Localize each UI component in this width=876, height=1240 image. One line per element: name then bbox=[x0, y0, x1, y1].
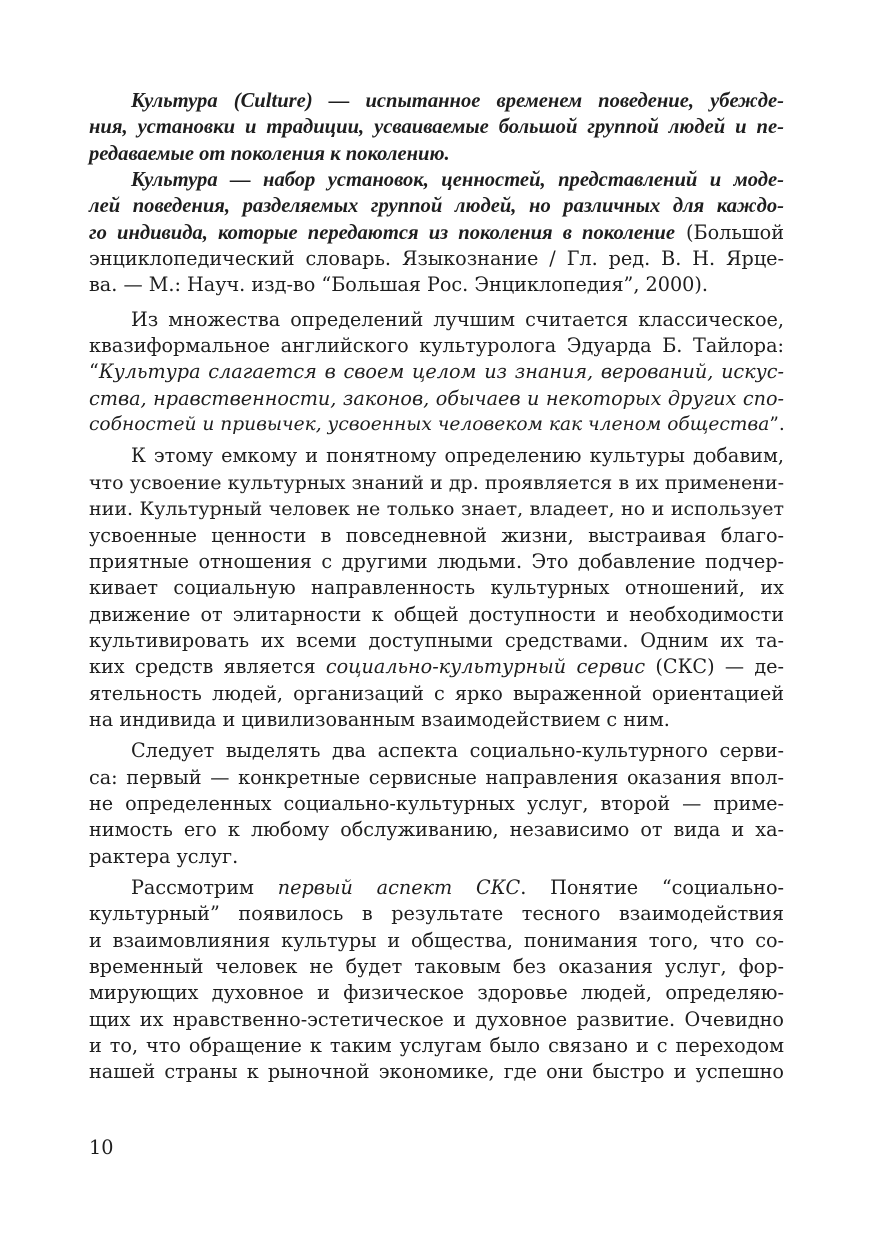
spacer bbox=[89, 299, 784, 307]
text-line: квазиформальное английского культуролога Эдуарда Б. Тайлора: bbox=[89, 334, 784, 358]
quote-mark: “ bbox=[89, 360, 99, 384]
text-line bbox=[89, 654, 784, 680]
text-line: Культура — набор установок, ценностей, представлений и моде- bbox=[131, 169, 784, 192]
text-run: (Большой bbox=[674, 220, 784, 244]
text-line bbox=[89, 412, 784, 438]
text-line: лей поведения, разделяемых группой людей, но различных для каждо- bbox=[89, 195, 784, 218]
text-line: Следует выделять два аспекта социально-культурного серви- bbox=[131, 739, 784, 763]
text-run: . Понятие “социально- bbox=[520, 875, 785, 899]
text-line: усвоенные ценности в повседневной жизни, выстраивая благо- bbox=[89, 523, 784, 547]
text-line: нимость его к любому обслуживанию, независимо от вида и ха- bbox=[89, 818, 784, 842]
text-line: К этому емкому и понятному определению культуры добавим, bbox=[131, 444, 784, 468]
page-number: 10 bbox=[89, 1136, 114, 1159]
text-line: движение от элитарности к общей доступности и необходимости bbox=[89, 602, 784, 626]
text-line: ва. — М.: Науч. изд-во “Большая Рос. Энциклопедия”, 2000). bbox=[89, 273, 708, 297]
text-line: редаваемые от поколения к поколению. bbox=[89, 142, 450, 165]
text-line: на индивида и цивилизованным взаимодействием с ним. bbox=[89, 707, 670, 731]
text-line: что усвоение культурных знаний и др. проявляется в их применени- bbox=[89, 471, 784, 494]
text-line bbox=[89, 220, 784, 246]
text-line: нии. Культурный человек не только знает, владеет, но и использует bbox=[89, 498, 784, 521]
paragraph-first-aspect bbox=[89, 875, 784, 1086]
italic-run: первый аспект СКС bbox=[277, 875, 521, 899]
text-line: не определенных социально-культурных услуг, второй — приме- bbox=[89, 791, 784, 815]
page-body bbox=[89, 88, 784, 1086]
text-run: (СКС) — де- bbox=[645, 655, 784, 679]
text-run: ”. bbox=[769, 414, 785, 436]
text-line: временный человек не будет таковым без оказания услуг, фор- bbox=[89, 955, 784, 978]
text-line: Культура (Culture) — испытанное временем поведение, убежде- bbox=[131, 90, 784, 112]
definition-culture-2 bbox=[89, 167, 784, 299]
italic-run: социально-культурный сервис bbox=[325, 655, 646, 679]
text-line bbox=[89, 875, 784, 901]
text-line: са: первый — конкретные сервисные направления оказания впол- bbox=[89, 765, 784, 789]
text-line: и то, что обращение к таким услугам было связано и с переходом bbox=[89, 1034, 784, 1058]
text-line: Из множества определений лучшим считается классическое, bbox=[131, 307, 784, 331]
italic-run: Культура слагается в своем целом из знания, верований, искус- bbox=[98, 360, 784, 384]
text-line: нашей страны к рыночной экономике, где они быстро и успешно bbox=[89, 1060, 784, 1084]
paragraph-two-aspects bbox=[89, 738, 784, 870]
text-line: ния, установки и традиции, усваиваемые большой группой людей и пе- bbox=[89, 116, 784, 139]
text-run: ких средств является bbox=[89, 655, 326, 679]
text-line: щих их нравственно-эстетическое и духовное развитие. Очевидно bbox=[89, 1007, 784, 1031]
text-line: рактера услуг. bbox=[89, 844, 239, 868]
paragraph-cultural-knowledge bbox=[89, 443, 784, 733]
text-run: Рассмотрим bbox=[131, 875, 278, 899]
text-line: кивает социальную направленность культурных отношений, их bbox=[89, 576, 784, 600]
bold-italic-run: го индивида, которые передаются из поколения в поколение bbox=[89, 221, 675, 244]
text-line: энциклопедический словарь. Языкознание / Гл. ред. В. Н. Ярце- bbox=[89, 247, 784, 271]
definition-culture-1 bbox=[89, 88, 784, 167]
paragraph-tylor-definition bbox=[89, 307, 784, 439]
italic-run: собностей и привычек, усвоенных человеком как членом общества bbox=[89, 414, 770, 436]
text-line: ства, нравственности, законов, обычаев и некоторых других спо- bbox=[89, 386, 784, 410]
text-line: культурный” появилось в результате тесного взаимодействия bbox=[89, 902, 784, 926]
text-line bbox=[89, 359, 784, 385]
text-line: мирующих духовное и физическое здоровье людей, определяю- bbox=[89, 981, 784, 1005]
text-line: ятельность людей, организаций с ярко выраженной ориентацией bbox=[89, 681, 784, 705]
text-line: и взаимовлияния культуры и общества, понимания того, что со- bbox=[89, 928, 784, 952]
text-line: культивировать их всеми доступными средствами. Одним их та- bbox=[89, 628, 784, 652]
text-line: приятные отношения с другими людьми. Это добавление подчер- bbox=[89, 549, 784, 573]
